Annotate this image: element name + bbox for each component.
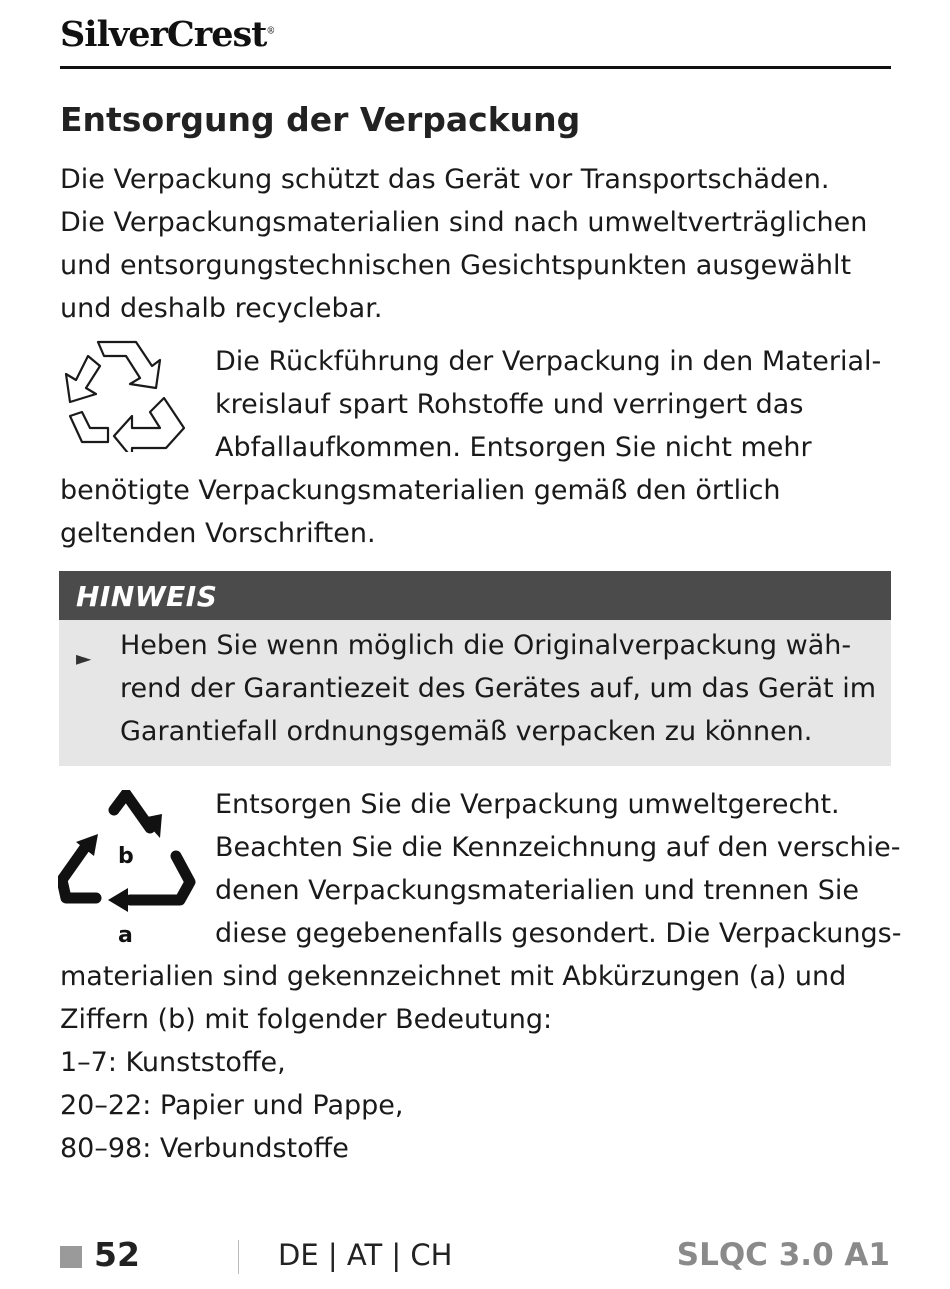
intro-line: und deshalb recyclebar. <box>60 293 383 324</box>
note-line: rend der Garantiezeit des Gerätes auf, um das Gerät im <box>120 673 876 704</box>
note-title: HINWEIS <box>76 580 218 613</box>
symbol-number-label: b <box>118 844 134 869</box>
note-line: Heben Sie wenn möglich die Originalverpackung wäh- <box>120 630 852 661</box>
intro-line: Die Verpackungsmaterialien sind nach umweltverträglichen <box>60 207 868 238</box>
intro-line: Die Verpackung schützt das Gerät vor Transportschäden. <box>60 164 830 195</box>
code-list-item: 1–7: Kunststoffe, <box>60 1047 286 1078</box>
section-title: Entsorgung der Verpackung <box>60 100 581 139</box>
symbol-abbreviation-label: a <box>118 923 133 948</box>
recycling-line: Die Rückführung der Verpackung in den Material- <box>215 346 882 377</box>
recycling-line: Abfallaufkommen. Entsorgen Sie nicht mehr <box>215 432 812 463</box>
brand-logo <box>60 14 274 55</box>
recycling-paragraph <box>60 340 881 555</box>
page-number: 52 <box>94 1235 140 1274</box>
model-number: SLQC 3.0 A1 <box>676 1237 890 1273</box>
brand-name: SilverCrest <box>60 14 267 55</box>
header-rule <box>60 66 891 69</box>
note-header <box>59 571 891 620</box>
recycling-line: geltenden Vorschriften. <box>60 518 376 549</box>
code-list-item: 80–98: Verbundstoffe <box>60 1133 349 1164</box>
recycling-line: benötigte Verpackungsmaterialien gemäß den örtlich <box>60 475 781 506</box>
footer-square-icon <box>60 1246 82 1268</box>
disposal-line: materialien sind gekennzeichnet mit Abkürzungen (a) und <box>60 961 847 992</box>
intro-line: und entsorgungstechnischen Gesichtspunkten ausgewählt <box>60 250 852 281</box>
note-line: Garantiefall ordnungsgemäß verpacken zu können. <box>120 716 813 747</box>
disposal-line: Beachten Sie die Kennzeichnung auf den verschie- <box>215 832 901 863</box>
note-body <box>59 620 891 753</box>
intro-paragraph <box>60 158 867 330</box>
disposal-line: denen Verpackungsmaterialien und trennen Sie <box>215 875 859 906</box>
registered-mark: ® <box>266 26 275 37</box>
code-list-item: 20–22: Papier und Pappe, <box>60 1090 404 1121</box>
note-box <box>59 571 891 766</box>
disposal-line: Ziffern (b) mit folgender Bedeutung: <box>60 1004 553 1035</box>
country-codes: DE | AT | CH <box>278 1238 453 1272</box>
disposal-line: Entsorgen Sie die Verpackung umweltgerecht. <box>215 789 840 820</box>
disposal-paragraph <box>60 783 901 1170</box>
disposal-line: diese gegebenenfalls gesondert. Die Verpackungs- <box>215 918 902 949</box>
page-footer <box>60 1232 890 1282</box>
triangle-right-icon: ► <box>76 646 92 670</box>
footer-divider <box>238 1240 239 1274</box>
recycling-line: kreislauf spart Rohstoffe und verringert das <box>215 389 804 420</box>
